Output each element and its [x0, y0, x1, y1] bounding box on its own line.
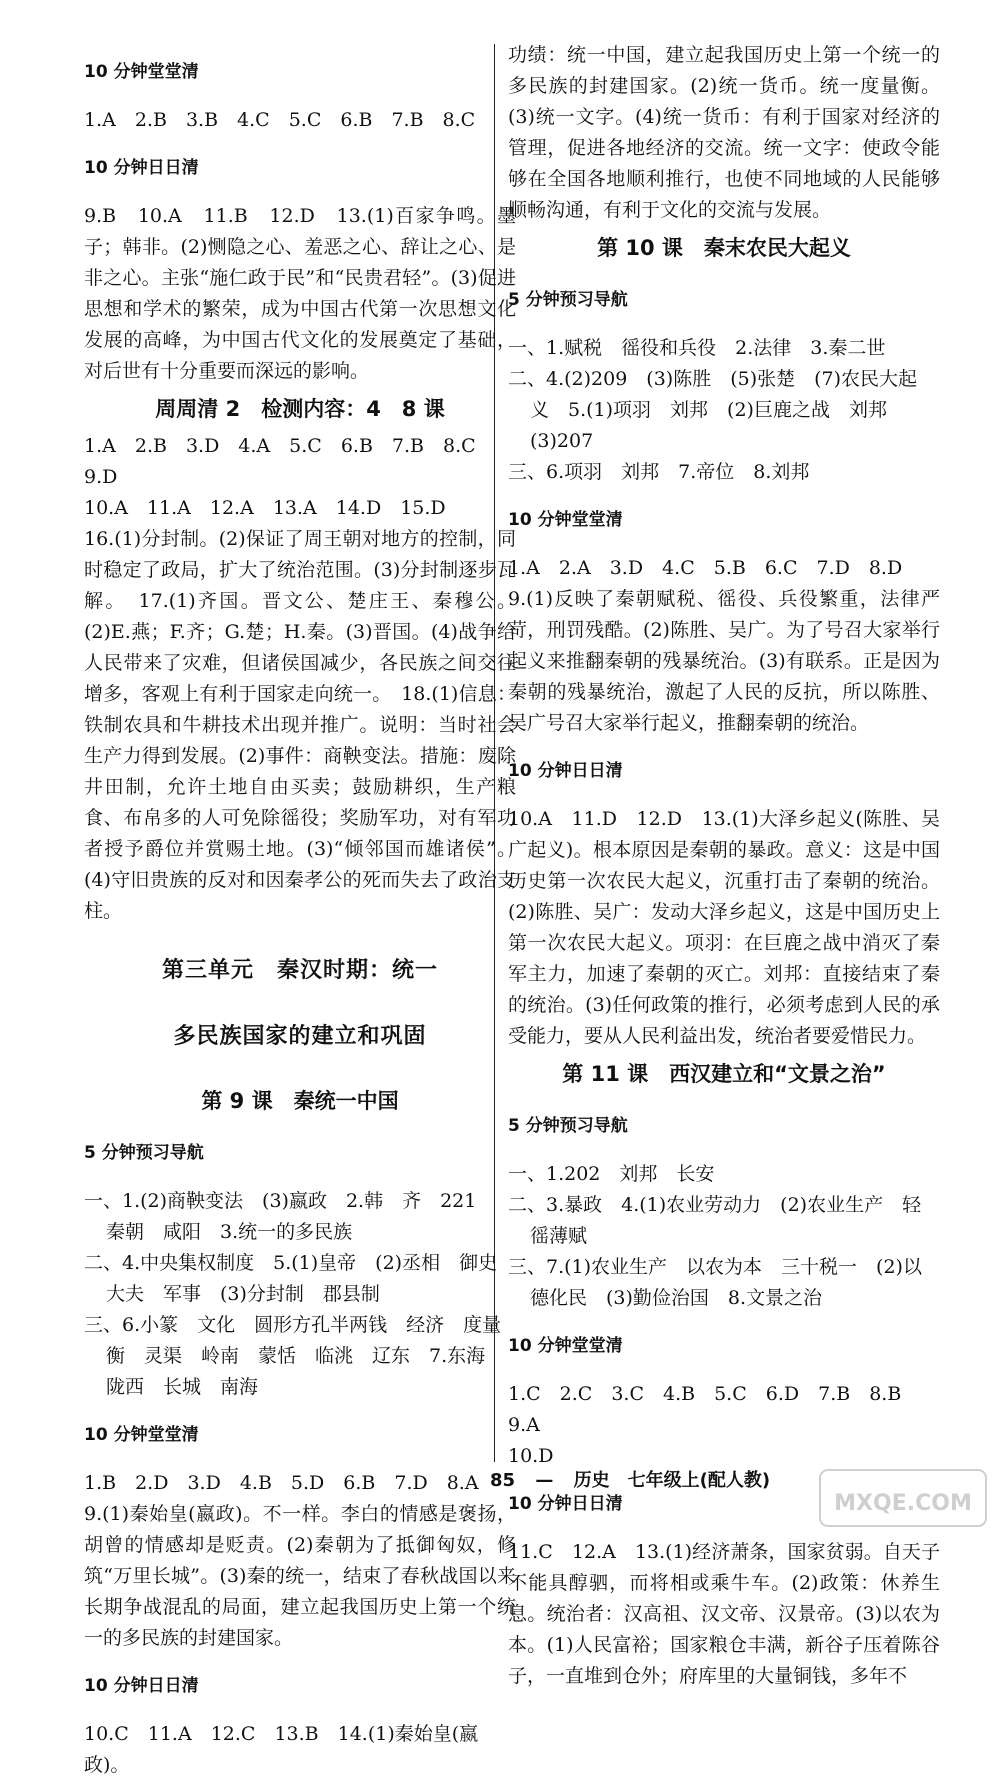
answer-line: 1.B 2.D 3.D 4.B 5.D 6.B 7.D 8.A [84, 1472, 479, 1494]
answer-line: 一、1.(2)商鞅变法 (3)嬴政 2.韩 齐 221 [84, 1190, 477, 1212]
answer-paragraph: 9.(1)反映了秦朝赋税、徭役、兵役繁重，法律严苛，刑罚残酷。(2)陈胜、吴广。为了号召大家举行起义来推翻秦朝的残暴统治。(3)有联系。正是因为秦朝的残暴统治，激起了人民的反抗，所以陈胜、吴广号召大家举行起义，推翻秦朝的统治。 [508, 588, 940, 734]
answer-paragraph: 16.(1)分封制。(2)保证了周王朝对地方的控制，同时稳定了政局，扩大了统治范围。(3)分封制逐步瓦解。 17.(1)齐国。晋文公、楚庄王、秦穆公。(2)E.燕；F.齐；G.楚；H.秦。(3)晋国。(4)战争给人民带来了灾难，但诸侯国减少，各民族之间交往增多，客观上有利于国家走向统一。 18.(1)信息：铁制农具和牛耕技术出现并推广。说明：当时社会生产力得到发展。(2)事件：商鞅变法。措施：废除井田制，允许土地自由买卖；鼓励耕织，生产粮食、布帛多的人可免除徭役；奖励军功，对有军功者授予爵位并赏赐土地。(3)“倾邻国而雄诸侯”。(4)守旧贵族的反对和因秦孝公的死而失去了政治支柱。 [84, 528, 516, 922]
answer-line: 1.A 2.B 3.B 4.C 5.C 6.B 7.B 8.C [84, 109, 476, 131]
unit-title: 第三单元 秦汉时期：统一 [161, 958, 438, 983]
answer-line: 秦朝 咸阳 3.统一的多民族 [106, 1221, 353, 1243]
answer-paragraph: 9.(1)秦始皇(嬴政)。不一样。李白的情感是褒扬，胡曾的情感却是贬责。(2)秦朝为了抵御匈奴，修筑“万里长城”。(3)秦的统一，结束了春秋战国以来长期争战混乱的局面，建立起我国历史上第一个统一的多民族的封建国家。 [84, 1503, 516, 1649]
answer-paragraph: 10.A 11.D 12.D 13.(1)大泽乡起义(陈胜、吴广起义)。根本原因是秦朝的暴政。意义：这是中国历史第一次农民大起义，沉重打击了秦朝的统治。(2)陈胜、吴广：发动大泽乡起义，这是中国历史上第一次农民大起义。项羽：在巨鹿之战中消灭了秦军主力，加速了秦朝的灭亡。刘邦：直接结束了秦的统治。(3)任何政策的推行，必须考虑到人民的承受能力，要从人民利益出发，统治者要爱惜民力。 [508, 808, 940, 1047]
section-heading: 10 分钟日日清 [84, 158, 199, 178]
section-heading: 10 分钟堂堂清 [84, 1425, 199, 1445]
section-heading: 10 分钟日日清 [508, 761, 623, 781]
answer-paragraph: 功绩：统一中国，建立起我国历史上第一个统一的多民族的封建国家。(2)统一货币。统一度量衡。(3)统一文字。(4)统一货币：有利于国家对经济的管理，促进各地经济的交流。统一文字：使政令能够在全国各地顺利推行，也使不同地域的人民能够顺畅沟通，有利于文化的交流与发展。 [508, 44, 940, 221]
answer-line: 1.A 2.A 3.D 4.C 5.B 6.C 7.D 8.D [508, 557, 903, 579]
answer-line: 衡 灵渠 岭南 蒙恬 临洮 辽东 7.东海 [106, 1345, 486, 1367]
section-heading: 5 分钟预习导航 [84, 1143, 204, 1163]
answer-paragraph: 9.B 10.A 11.B 12.D 13.(1)百家争鸣。墨子；韩非。(2)恻隐之心、羞恶之心、辞让之心、是非之心。主张“施仁政于民”和“民贵君轻”。(3)促进思想和学术的繁荣，成为中国古代第一次思想文化发展的高峰，为中国古代文化的发展奠定了基础，对后世有十分重要而深远的影响。 [84, 205, 516, 382]
section-heading: 5 分钟预习导航 [508, 1116, 628, 1136]
right-column [508, 40, 940, 1692]
answer-line: 10.D [508, 1445, 554, 1467]
section-heading: 10 分钟日日清 [84, 1676, 199, 1696]
page-footer [490, 1466, 784, 1492]
watermark-logo [818, 1468, 988, 1528]
answer-line: 义 5.(1)项羽 刘邦 (2)巨鹿之战 刘邦 [530, 399, 887, 421]
section-heading: 10 分钟堂堂清 [508, 1336, 623, 1356]
answer-line: 一、1.202 刘邦 长安 [508, 1163, 715, 1185]
unit-title: 多民族国家的建立和巩固 [173, 1024, 427, 1049]
section-heading: 10 分钟堂堂清 [84, 62, 199, 82]
answer-line: 大夫 军事 (3)分封制 郡县制 [106, 1283, 380, 1305]
lesson-title: 第 11 课 西汉建立和“文景之治” [562, 1062, 886, 1086]
answer-line: 徭薄赋 [530, 1225, 588, 1247]
answer-line: 二、4.(2)209 (3)陈胜 (5)张楚 (7)农民大起 [508, 368, 918, 390]
answer-line: 三、6.项羽 刘邦 7.帝位 8.刘邦 [508, 461, 810, 483]
answer-line: 二、3.暴政 4.(1)农业劳动力 (2)农业生产 轻 [508, 1194, 922, 1216]
section-heading: 5 分钟预习导航 [508, 290, 628, 310]
answer-line: (3)207 [530, 430, 594, 452]
left-column [84, 40, 516, 1781]
answer-line: 三、7.(1)农业生产 以农为本 三十税一 (2)以 [508, 1256, 922, 1278]
weekly-test-heading: 周周清 2 检测内容：4 8 课 [155, 397, 445, 421]
section-heading: 10 分钟堂堂清 [508, 510, 623, 530]
watermark-text: MXQE.COM [834, 1491, 972, 1516]
answer-line: 10.A 11.A 12.A 13.A 14.D 15.D [84, 497, 446, 519]
answer-line: 1.C 2.C 3.C 4.B 5.C 6.D 7.B 8.B 9.A [508, 1383, 921, 1436]
answer-line: 德化民 (3)勤俭治国 8.文景之治 [530, 1287, 823, 1309]
answer-line: 陇西 长城 南海 [106, 1376, 259, 1398]
footer-subject: 历史 七年级上(配人教) [573, 1470, 771, 1491]
answer-line: 二、4.中央集权制度 5.(1)皇帝 (2)丞相 御史 [84, 1252, 498, 1274]
answer-line: 一、1.赋税 徭役和兵役 2.法律 3.秦二世 [508, 337, 886, 359]
lesson-title: 第 9 课 秦统一中国 [201, 1089, 399, 1113]
answer-line: 10.C 11.A 12.C 13.B 14.(1)秦始皇(嬴政)。 [84, 1723, 479, 1776]
answer-line: 三、6.小篆 文化 圆形方孔半两钱 经济 度量 [84, 1314, 502, 1336]
lesson-title: 第 10 课 秦末农民大起义 [597, 236, 851, 260]
answer-paragraph: 11.C 12.A 13.(1)经济萧条，国家贫弱。自天子不能具醇驷，而将相或乘牛车。(2)政策：休养生息。统治者：汉高祖、汉文帝、汉景帝。(3)以农为本。(1)人民富裕；国家粮仓丰满，新谷子压着陈谷子，一直堆到仓外；府库里的大量铜钱，多年不 [508, 1541, 940, 1687]
footer-dash: — [535, 1470, 554, 1491]
section-heading: 10 分钟日日清 [508, 1494, 623, 1514]
answer-line: 1.A 2.B 3.D 4.A 5.C 6.B 7.B 8.C 9.D [84, 435, 495, 488]
page-number: 85 [490, 1470, 516, 1491]
